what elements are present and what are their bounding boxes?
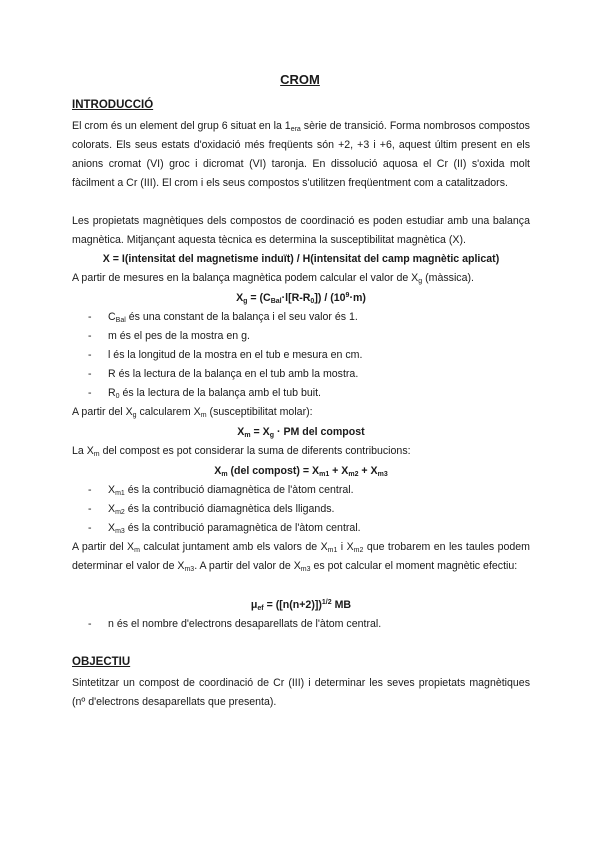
objectiu-paragraph: Sintetitzar un compost de coordinació de Cr (III) i determinar les seves propietats magnètiques (nº d'electrons desaparellats que presenta). (72, 677, 530, 708)
equation-xm-sum: $X_m$ (del compost) = $X_{m1} + X_{m2} + X_{m3}$ (214, 465, 388, 478)
intro-paragraph-3: A partir de mesures en la balança magnètica podem calcular el valor de $X_g$ (màssica). (72, 272, 474, 285)
intro-paragraph-4: A partir del $X_g$ calcularem $X_m$ (susceptibilitat molar): (72, 406, 313, 419)
intro-paragraph-6: A partir del $X_m$ calculat juntament amb els valors de $X_{m1}$ i $X_{m2}$ que trobarem en les taules podem determinar el valor de $X_{m3}$. A partir del valor de $X_{m3}$ es pot calcular el moment magnètic efectiu: (72, 541, 530, 573)
equation-magnetic-moment: $\mu_{ef} = ([n(n+2)])^{1/2}$ MB (250, 599, 352, 612)
equation-susceptibility: Χ = I(intensitat del magnetisme induït) / H(intensitat del camp magnètic aplicat) (102, 253, 500, 265)
objectiu-heading: OBJECTIU (72, 656, 131, 668)
intro-paragraph-5: La $X_m$ del compost es pot considerar la suma de diferents contribucions: (72, 445, 411, 458)
intro-paragraph-2: Les propietats magnètiques dels compostos de coordinació es poden estudiar amb una balança magnètica. Mitjançant aquesta tècnica es determina la susceptibilitat magnètica (Χ). (72, 215, 530, 246)
page-title: CROM (280, 72, 320, 87)
equation-xm: $X_m = X_g$ · PM del compost (237, 426, 365, 439)
equation-xg: $X_g = (C_{Bal}\cdot l[R-R_0]) / (10^9\cdot m)$ (236, 292, 366, 305)
intro-heading: INTRODUCCIÓ (72, 99, 154, 111)
intro-paragraph-1: El crom és un element del grup 6 situat en la $1_{era}$ sèrie de transició. Forma nombrosos compostos colorats. Els seus estats d'oxidació més freqüents són +2, +3 i +6, aquest últim present en els anions cromat (VI) groc i dicromat (VI) taronja. En dissolució aquosa el Cr (II) s'oxida molt fàcilment a Cr (III). El crom i els seus compostos s'utilitzen freqüentment com a catalitzadors. (72, 120, 530, 189)
